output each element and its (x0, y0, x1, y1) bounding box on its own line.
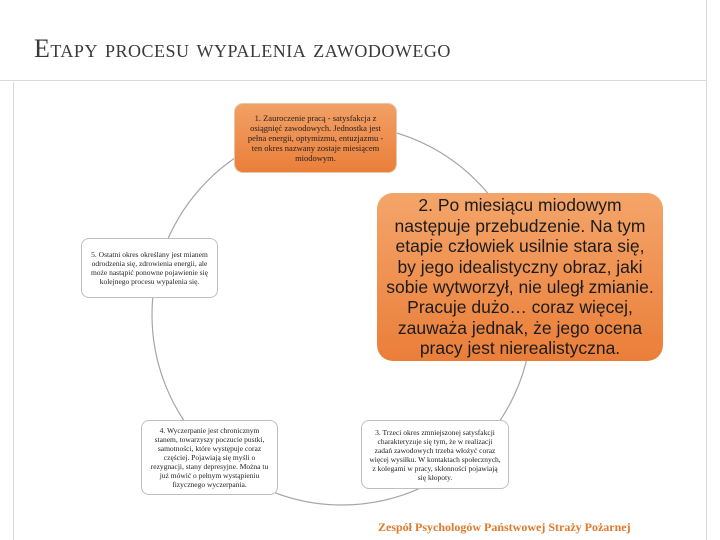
stage-2-text: 2. Po miesiącu miodowym następuje przebudzenie. Na tym etapie człowiek usilnie stara się, by jego idealistyczny obraz, jaki sobie wytworzył, nie uległ zmianie. Pracuje dużo… coraz więcej, zauważa jednak, że jego ocena pracy jest nierealistyczna. (386, 195, 654, 359)
footer-credit: Zespół Psychologów Państwowej Straży Pożarnej (378, 520, 631, 534)
stage-4-box (141, 420, 278, 495)
stage-3-text: 3. Trzeci okres zmniejszonej satysfakcji charakteryzuje się tym, że w realizacji zadań zawodowych trzeba włożyć coraz więcej wysiłku. W kontaktach społecznych, z kolegami w pracy, skłonności pojawiają się kłopoty. (369, 427, 501, 482)
stage-4-text: 4. Wyczerpanie jest chronicznym stanem, towarzyszy poczucie pustki, samotności, które występuje coraz częściej. Pojawiają się myśli o rezygnacji, stany depresyjne. Można tu już mówić o pełnym wystąpieniu fizycznego wyczerpania. (150, 426, 269, 489)
stage-1-box (234, 103, 397, 173)
stage-3-box (361, 420, 509, 489)
stage-5-box (81, 238, 218, 298)
stage-5-text: 5. Ostatni okres określany jest mianem odrodzenia się, zdrowienia energii, ale może nastąpić ponowne pojawienie się kolejnego procesu wypalenia się. (90, 250, 209, 286)
stage-2-box (377, 193, 663, 361)
slide-title: Etapy procesu wypalenia zawodowego (34, 34, 451, 63)
stage-1-text: 1. Zauroczenie pracą - satysfakcja z osiągnięć zawodowych. Jednostka jest pełna energii, optymizmu, entuzjazmu - ten okres nazwany zostaje miesiącem miodowym. (247, 112, 384, 164)
